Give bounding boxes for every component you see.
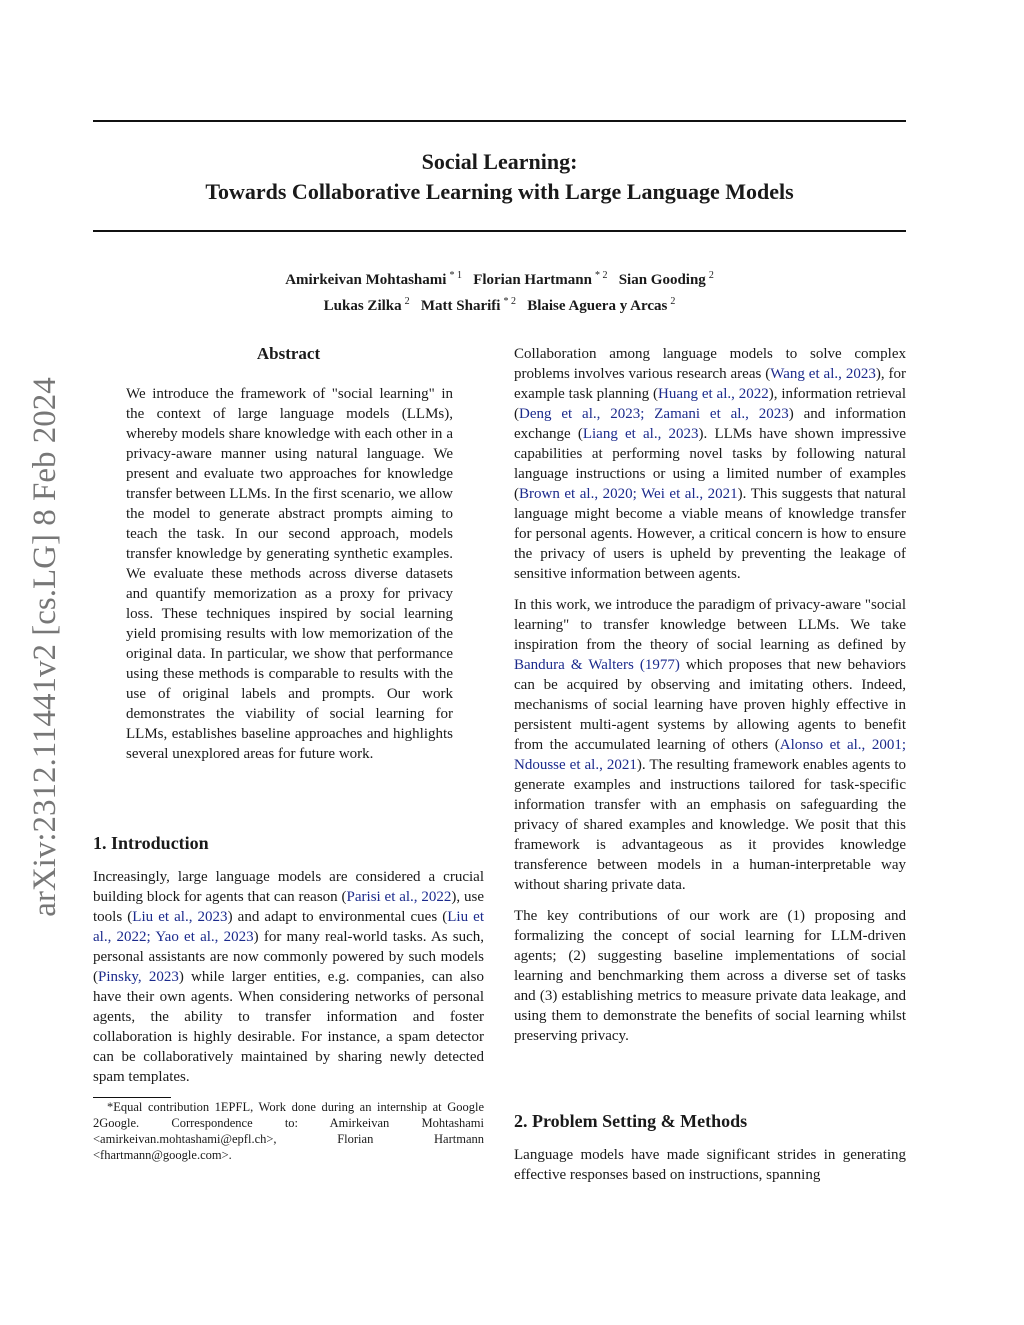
body-text: ), information retrieval ( xyxy=(514,386,906,422)
body-text: ) for many real-world tasks. As such, personal assistants are now commonly powered by such models ( xyxy=(93,929,484,985)
author-name: Sian Gooding xyxy=(618,272,706,288)
footnote xyxy=(93,1099,484,1163)
problem-setting-body xyxy=(514,1145,906,1185)
author-affiliation: * 1 xyxy=(449,270,462,281)
abstract-body xyxy=(126,384,453,764)
author-name: Amirkeivan Mohtashami xyxy=(285,272,447,288)
body-text: ), use tools ( xyxy=(93,889,484,925)
citation-link[interactable]: Huang et al., 2022 xyxy=(658,386,769,402)
author-affiliation: * 2 xyxy=(594,270,608,281)
citation-link[interactable]: Alonso et al., 2001; Ndousse et al., 2021 xyxy=(514,737,906,773)
body-text: Increasingly, large language models are considered a crucial building block for agents that can reason ( xyxy=(93,869,484,905)
title-top-rule xyxy=(93,120,906,122)
abstract-heading: Abstract xyxy=(256,344,321,363)
right-column xyxy=(514,344,906,1046)
problem-setting-paragraph: Language models have made significant strides in generating effective responses based on instructions, spanning xyxy=(514,1147,906,1183)
citation-link[interactable]: Liu et al., 2023 xyxy=(132,909,228,925)
citation-link[interactable]: Brown et al., 2020; Wei et al., 2021 xyxy=(519,486,738,502)
citation-link[interactable]: Pinsky, 2023 xyxy=(98,969,179,985)
title-line-1: Social Learning: xyxy=(421,149,578,174)
title-line-2: Towards Collaborative Learning with Large Language Models xyxy=(205,179,794,204)
body-text: ) and adapt to environmental cues ( xyxy=(227,909,448,925)
body-text: In this work, we introduce the paradigm of privacy-aware "social learning" to transfer knowledge between LLMs. We take inspiration from the theory of social learning as defined by xyxy=(514,597,906,653)
intro-paragraph-1 xyxy=(93,867,484,1087)
body-text: ) while larger entities, e.g. companies, can also have their own agents. When considering networks of personal agents, the ability to transfer information and foster collaboration is highly desirable. For instance, a spam detector can be collaboratively maintained by sharing newly detected spam templates. xyxy=(93,969,484,1085)
intro-body xyxy=(93,867,484,1087)
citation-link[interactable]: Deng et al., 2023; Zamani et al., 2023 xyxy=(519,406,789,422)
arxiv-identifier: arXiv:2312.11441v2 [cs.LG] 8 Feb 2024 xyxy=(27,377,63,917)
citation-link[interactable]: Liu et al., 2022; Yao et al., 2023 xyxy=(93,909,485,945)
body-text: which proposes that new behaviors can be acquired by observing and imitating others. Indeed, mechanisms of social learning have proven highly effective in persistent multi-agent systems by allowing agents to benefit from the accumulated learning of others ( xyxy=(514,657,906,753)
section-heading-problem-setting: 2. Problem Setting & Methods xyxy=(514,1111,748,1131)
footnote-rule xyxy=(93,1097,171,1098)
citation-link[interactable]: Wang et al., 2023 xyxy=(770,366,876,382)
author-affiliation: 2 xyxy=(404,296,410,307)
abstract-text: We introduce the framework of "social learning" in the context of large language models (LLMs), whereby models share knowledge with each other in a privacy-aware manner using natural language. We present and evaluate two approaches for knowledge transfer between LLMs. In the first scenario, we allow the model to generate abstract prompts aiming to teach the task. In our second approach, models transfer knowledge by generating synthetic examples. We evaluate these methods across diverse datasets and quantify memorization as a proxy for privacy loss. These techniques inspired by social learning yield promising results with low memorization of the original data. In particular, we show that performance using these methods is comparable to results with the use of original labels and prompts. Our work demonstrates the viability of social learning for LLMs, establishes baseline approaches and highlights several unexplored areas for future work. xyxy=(126,386,453,762)
section-heading-introduction: 1. Introduction xyxy=(93,833,209,853)
right-paragraph-2 xyxy=(514,595,906,895)
body-text: ). LLMs have shown impressive capabilities at performing novel tasks by following natural language instructions or using a limited number of examples ( xyxy=(514,426,906,502)
footnote-text: *Equal contribution 1EPFL, Work done during an internship at Google 2Google. Correspondence to: Amirkeivan Mohtashami <amirkeivan.mohtashami@epfl.ch>, Florian Hartmann <fhartmann@google.com>. xyxy=(93,1100,484,1162)
citation-link[interactable]: Bandura & Walters (1977) xyxy=(514,657,680,673)
body-text: ). This suggests that natural language might become a viable means of knowledge transfer for personal agents. However, a critical concern is how to ensure the privacy of users is upheld by preventing the leakage of sensitive information between agents. xyxy=(514,486,906,582)
right-paragraph-3: The key contributions of our work are (1) proposing and formalizing the concept of social learning for LLM-driven agents; (2) suggesting baseline implementations of social learning and benchmarking them across a diverse set of tasks and (3) establishing metrics to measure private data leakage, and using them to demonstrate the benefits of social learning whilst preserving privacy. xyxy=(514,908,906,1044)
author-name: Florian Hartmann xyxy=(473,272,592,288)
author-name: Lukas Zilka xyxy=(323,298,402,314)
author-name: Matt Sharifi xyxy=(420,298,501,314)
author-affiliation: 2 xyxy=(708,270,714,281)
body-text: Collaboration among language models to solve complex problems involves various research areas ( xyxy=(514,346,906,382)
author-name: Blaise Aguera y Arcas xyxy=(527,298,668,314)
citation-link[interactable]: Parisi et al., 2022 xyxy=(346,889,452,905)
author-affiliation: 2 xyxy=(670,296,676,307)
citation-link[interactable]: Liang et al., 2023 xyxy=(582,426,699,442)
body-text: ) and information exchange ( xyxy=(514,406,906,442)
body-text: ). The resulting framework enables agents to generate examples and instructions tailored for task-specific information transfer with an emphasis on safeguarding the privacy of shared examples and knowledge. We posit that this framework is advantageous as it provides knowledge transference between models in a human-interpretable way without sharing private data. xyxy=(514,757,906,893)
title-bottom-rule xyxy=(93,230,906,232)
body-text: ), for example task planning ( xyxy=(514,366,906,402)
author-affiliation: * 2 xyxy=(503,296,516,307)
author-list xyxy=(93,265,906,317)
paper-title xyxy=(93,147,906,207)
right-paragraph-1 xyxy=(514,344,906,584)
